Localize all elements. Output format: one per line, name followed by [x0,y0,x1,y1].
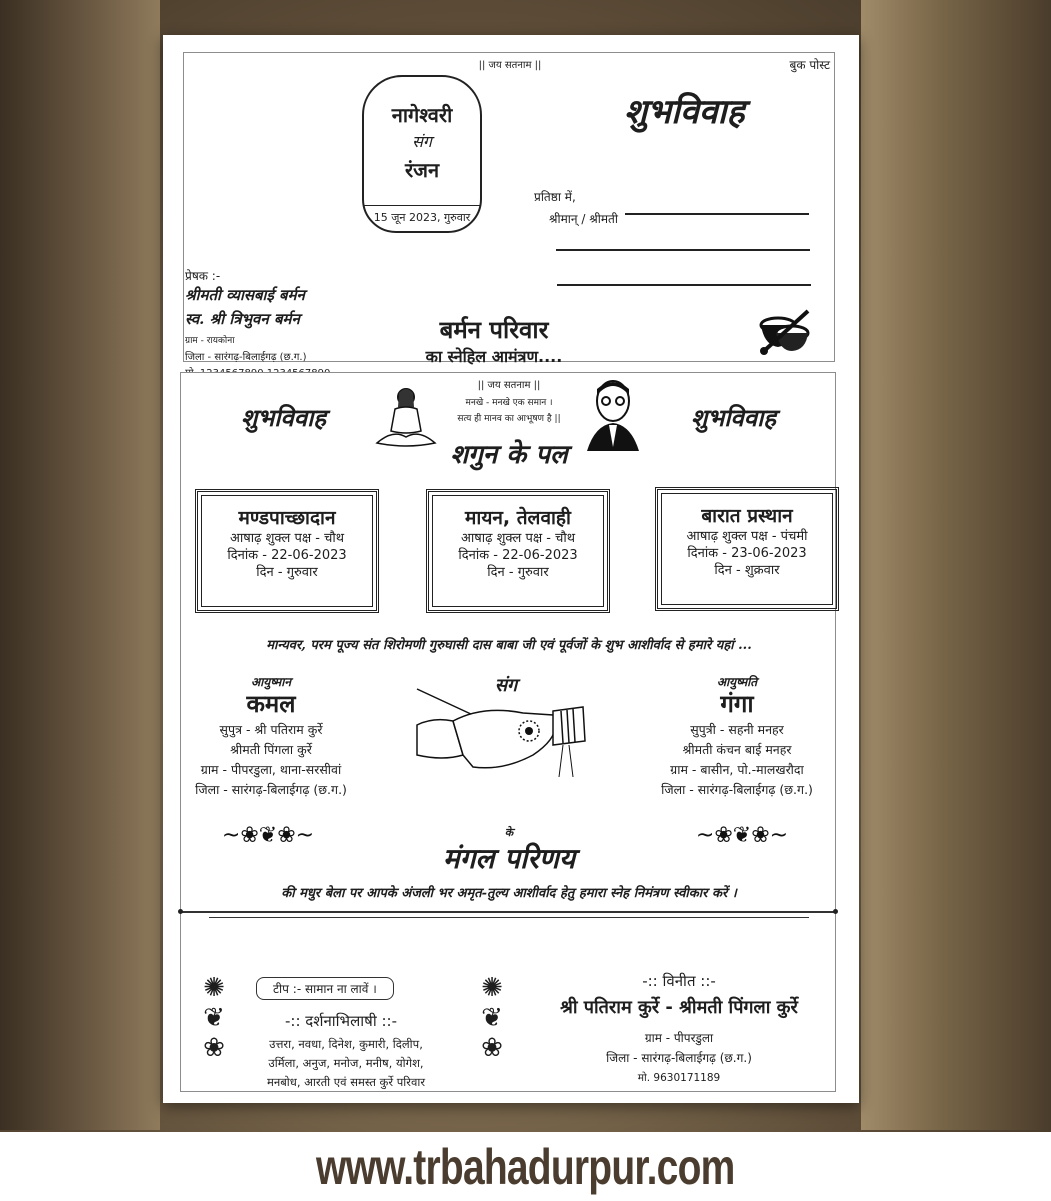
invitation-greeting: || जय सतनाम || [477,380,541,391]
sender-village: ग्राम - रायकोना [185,336,235,346]
addressee-label: श्रीमान् / श्रीमती [549,212,618,226]
bride-line-2: श्रीमती कंचन बाई मनहर [682,742,792,757]
divider-dot-left [178,909,183,914]
darshan-title: -:: दर्शनाभिलाषी ::- [285,1012,397,1030]
badge-groom-name: रंजन [404,158,440,182]
motto-line-1: मनखे - मनखे एक समान । [465,398,553,408]
family-subtitle: का स्नेहिल आमंत्रण.... [425,347,563,366]
event-day: दिन - शुक्रवार [714,563,780,578]
bride-block [647,673,827,800]
sender-line-1: श्रीमती व्यासबाई बर्मन [185,286,305,304]
connector-text: संग [494,675,518,696]
event-date: दिनांक - 23-06-2023 [687,546,807,561]
background-right [861,0,1051,1130]
event-card-1 [201,495,373,607]
vineet-title: -:: विनीत ::- [642,972,716,990]
event-title: मण्डपाच्छादान [238,507,336,529]
vineet-district: जिला - सारंगढ़-बिलाईगढ़ (छ.ग.) [606,1051,752,1065]
drum-icon [758,305,814,355]
paisley-ornament-left-icon: ✺ ❦ ❀ [203,973,225,1063]
event-date: दिनांक - 22-06-2023 [227,548,347,563]
sender-line-2: स्व. श्री त्रिभुवन बर्मन [185,310,300,328]
envelope-greeting: || जय सतनाम || [478,60,542,71]
website-url[interactable]: www.trbahadurpur.com [316,1139,735,1195]
event-card-3 [661,493,833,605]
sender-district: जिला - सारंगढ़-बिलाईगढ़ (छ.ग.) [185,352,307,363]
shubh-vivah-right: शुभविवाह [691,403,777,432]
event-tithi: आषाढ़ शुक्ल पक्ष - चौथ [460,531,576,546]
address-line-2[interactable] [556,249,810,251]
darshan-list [241,1035,451,1092]
event-day: दिन - गुरुवार [487,565,549,580]
address-line-3[interactable] [557,284,811,286]
mangal-parinay-title: मंगल परिणय [442,842,576,875]
groom-line-4: जिला - सारंगढ़-बिलाईगढ़ (छ.ग.) [195,782,347,797]
badge-connector: संग [412,132,432,151]
ke-text: के [504,826,514,839]
divider-line-2 [209,917,809,918]
shubh-vivah-left: शुभविवाह [241,403,327,432]
envelope-panel [183,52,835,366]
bride-prefix: आयुष्मति [716,675,758,689]
groom-line-1: सुपुत्र - श्री पतिराम कुर्रे [219,722,323,737]
badge-bride-name: नागेश्वरी [391,103,453,127]
divider-line-1 [181,911,837,913]
address-label: प्रतिष्ठा में, [534,190,576,204]
event-title: मायन, तेलवाही [465,507,571,529]
groom-line-2: श्रीमती पिंगला कुर्रे [230,742,312,757]
groom-prefix: आयुष्मान [251,675,291,689]
shubh-vivah-text: शुभविवाह [624,92,745,132]
event-date: दिनांक - 22-06-2023 [458,548,578,563]
event-tithi: आषाढ़ शुक्ल पक्ष - चौथ [229,531,345,546]
address-line-1[interactable] [625,213,809,215]
saint-portrait-icon [373,385,439,451]
invitation-panel [180,372,836,1092]
handshake-icon [413,685,593,785]
groom-name: कमल [246,690,296,718]
event-title: बारात प्रस्थान [701,505,793,527]
darshan-line-2: उर्मिला, अनुज, मनोज, मनीष, योगेश, [268,1056,424,1070]
sender-label: प्रेषक :- [185,269,221,283]
event-tithi: आषाढ़ शुक्ल पक्ष - पंचमी [686,529,808,544]
section-title: शगुन के पल [450,440,568,470]
invite-line: की मधुर बेला पर आपके अंजली भर अमृत-तुल्य आशीर्वाद हेतु हमारा स्नेह निमंत्रण स्वीकार करें । [281,886,737,901]
event-day: दिन - गुरुवार [256,565,318,580]
bride-line-4: जिला - सारंगढ़-बिलाईगढ़ (छ.ग.) [661,782,813,797]
family-title: बर्मन परिवार [439,316,549,344]
blessing-line: मान्यवर, परम पूज्य संत शिरोमणी गुरुघासी दास बाबा जी एवं पूर्वजों के शुभ आशीर्वाद से हमारे यहां ... [266,638,752,653]
bride-name: गंगा [720,690,754,718]
bride-line-3: ग्राम - बासीन, पो.-मालखरौदा [670,762,804,777]
groom-block [181,673,361,800]
vineet-names: श्री पतिराम कुर्रे - श्रीमती पिंगला कुर्रे [560,997,798,1018]
darshan-line-1: उत्तरा, नवधा, दिनेश, कुमारी, दिलीप, [269,1037,423,1051]
footer-banner [0,1132,1051,1201]
floral-ornament-right-icon: ~❀❦❀~ [695,823,789,848]
couple-badge [362,75,482,233]
postage-label: बुक पोस्ट [789,58,830,72]
darshan-line-3: मनबोध, आरती एवं समस्त कुर्रे परिवार [266,1075,426,1089]
wedding-card [163,35,859,1103]
motto-line-2: सत्य ही मानव का आभूषण है || [457,414,561,424]
background-left [0,0,160,1130]
event-card-2 [432,495,604,607]
divider-dot-right [833,909,838,914]
shubh-vivah-logo [624,87,745,133]
tip-box: टीप :- सामान ना लावें । [256,977,394,1000]
badge-date: 15 जून 2023, गुरुवार [364,205,480,225]
bride-line-1: सुपुत्री - सहनी मनहर [690,722,784,737]
vineet-phone: मो. 9630171189 [637,1072,721,1084]
groom-line-3: ग्राम - पीपरडुला, थाना-सरसीवां [200,762,342,777]
vineet-village: ग्राम - पीपरडुला [644,1031,714,1045]
ambedkar-portrait-icon [581,377,645,453]
floral-ornament-left-icon: ~❀❦❀~ [221,823,315,848]
paisley-ornament-right-icon: ✺ ❦ ❀ [481,973,503,1063]
